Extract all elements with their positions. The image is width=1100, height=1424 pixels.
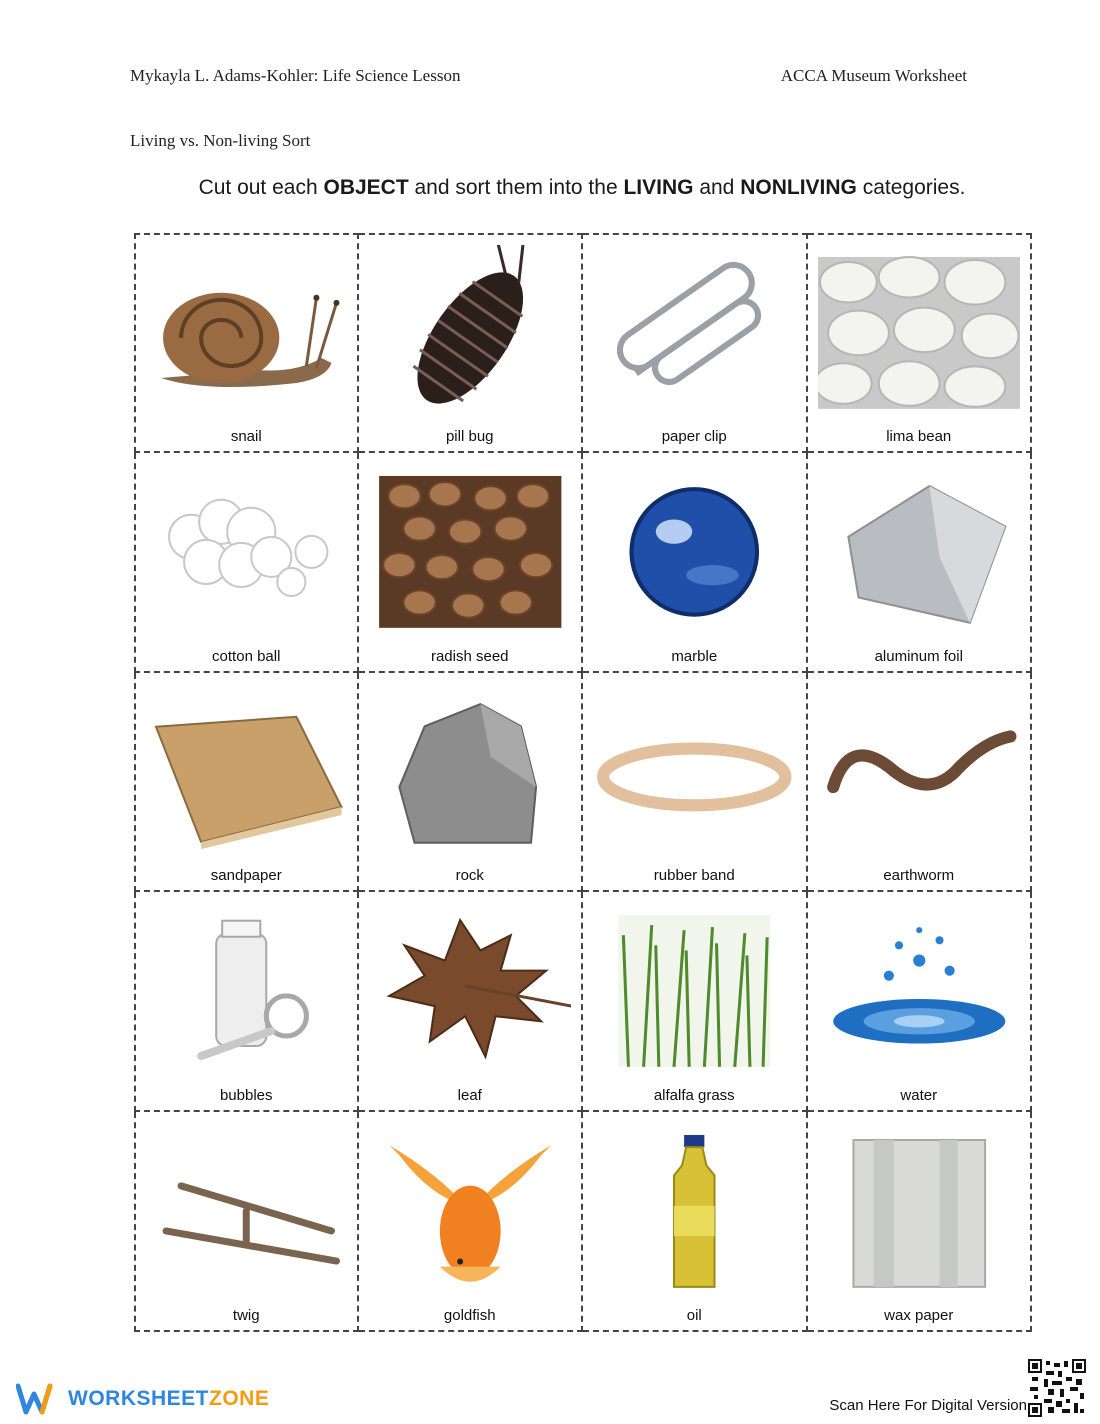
paper-clip-icon — [593, 245, 796, 421]
card-wax-paper — [808, 1112, 1033, 1332]
qr-code-icon[interactable] — [1028, 1359, 1086, 1417]
card-goldfish — [359, 1112, 584, 1332]
worksheet-subtitle: Living vs. Non-living Sort — [130, 131, 311, 150]
snail-icon — [146, 245, 347, 421]
card-twig — [134, 1112, 359, 1332]
card-sandpaper — [134, 673, 359, 893]
card-label: water — [900, 1087, 938, 1105]
instruction-bold-nonliving: NONLIVING — [740, 176, 857, 199]
earthworm-icon — [818, 683, 1021, 861]
aluminum-foil-icon — [818, 463, 1021, 641]
brand-text-worksheet: WORKSHEET — [68, 1387, 209, 1410]
card-label: paper clip — [661, 427, 727, 445]
card-label: radish seed — [430, 647, 509, 665]
card-label: cotton ball — [212, 647, 281, 665]
card-label: alfalfa grass — [653, 1087, 735, 1105]
instruction-bold-object: OBJECT — [323, 176, 409, 199]
brand-text-zone: ZONE — [209, 1387, 270, 1410]
cutout-card-grid — [134, 233, 1032, 1332]
instructions — [0, 176, 1100, 200]
card-pill-bug — [359, 233, 584, 453]
worksheetzone-logo — [16, 1382, 269, 1416]
instruction-bold-living: LIVING — [623, 176, 694, 199]
card-leaf — [359, 892, 584, 1112]
oil-bottle-icon — [593, 1122, 796, 1300]
bubbles-icon — [146, 902, 347, 1080]
header-author: Mykayla L. Adams-Kohler: Life Science Lesson — [130, 66, 461, 85]
card-label: snail — [230, 427, 262, 445]
grass-icon — [593, 902, 796, 1080]
instruction-text: and sort them into the — [408, 176, 624, 199]
card-bubbles — [134, 892, 359, 1112]
card-aluminum-foil — [808, 453, 1033, 673]
rock-icon — [369, 683, 572, 861]
card-label: earthworm — [883, 867, 955, 885]
instruction-text: Cut out each — [198, 176, 324, 199]
wax-paper-icon — [818, 1122, 1021, 1300]
card-label: bubbles — [219, 1087, 273, 1105]
card-label: goldfish — [443, 1307, 496, 1324]
lima-bean-icon — [818, 245, 1021, 421]
card-radish-seed — [359, 453, 584, 673]
card-earthworm — [808, 673, 1033, 893]
marble-icon — [593, 463, 796, 641]
twig-icon — [146, 1122, 347, 1300]
scan-instruction: Scan Here For Digital Version — [829, 1397, 1027, 1414]
card-marble — [583, 453, 808, 673]
card-paper-clip — [583, 233, 808, 453]
instruction-text: categories. — [856, 176, 966, 199]
goldfish-icon — [369, 1122, 572, 1300]
card-label: sandpaper — [210, 867, 282, 885]
card-label: oil — [686, 1307, 702, 1324]
card-oil — [583, 1112, 808, 1332]
card-label: marble — [671, 647, 718, 665]
card-alfalfa-grass — [583, 892, 808, 1112]
instruction-text: and — [693, 176, 741, 199]
header-worksheet-name: ACCA Museum Worksheet — [780, 66, 967, 85]
card-snail — [134, 233, 359, 453]
card-rock — [359, 673, 584, 893]
pill-bug-icon — [369, 245, 572, 421]
radish-seed-icon — [369, 463, 572, 641]
card-water — [808, 892, 1033, 1112]
card-label: rubber band — [653, 867, 735, 885]
card-label: leaf — [457, 1087, 482, 1105]
card-label: aluminum foil — [874, 647, 963, 665]
card-lima-bean — [808, 233, 1033, 453]
rubber-band-icon — [593, 683, 796, 861]
sandpaper-icon — [146, 683, 347, 861]
card-label: lima bean — [886, 427, 952, 445]
water-splash-icon — [818, 902, 1021, 1080]
card-label: pill bug — [445, 427, 494, 445]
cotton-ball-icon — [146, 463, 347, 641]
worksheetzone-w-icon — [16, 1382, 60, 1416]
card-label: rock — [455, 867, 484, 885]
card-rubber-band — [583, 673, 808, 893]
card-cotton-ball — [134, 453, 359, 673]
card-label: wax paper — [884, 1307, 954, 1324]
card-label: twig — [232, 1307, 260, 1324]
leaf-icon — [369, 902, 572, 1080]
